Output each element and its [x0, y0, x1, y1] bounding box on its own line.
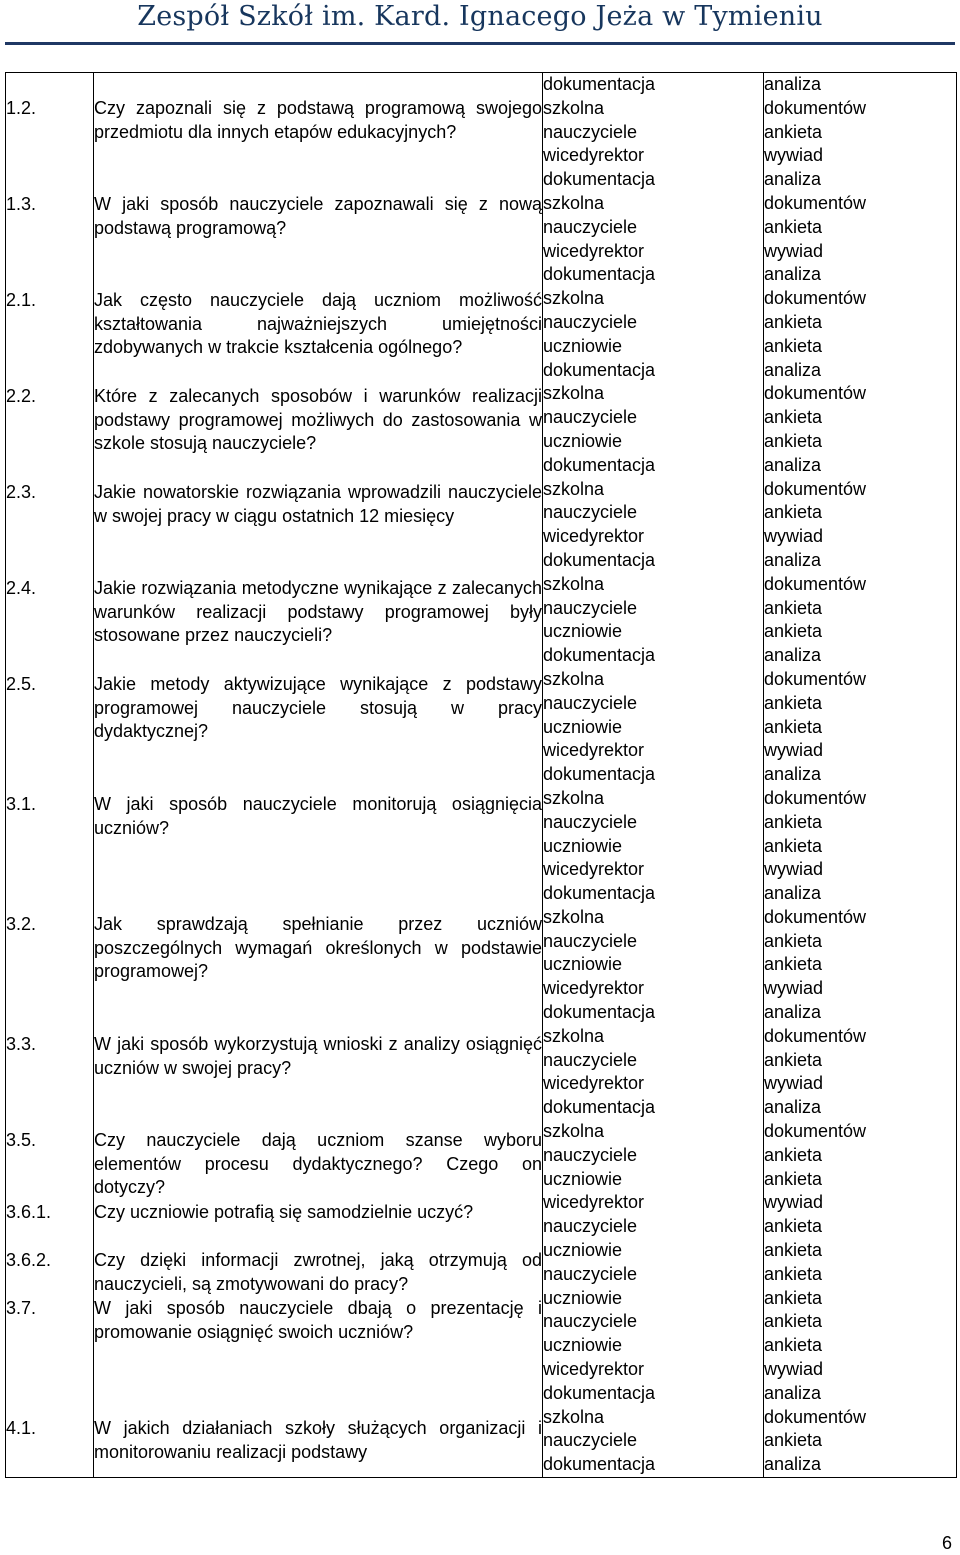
source-entry: wicedyrektor	[543, 978, 645, 999]
source-entry: dokumentacja	[543, 645, 656, 666]
source-entry: dokumentacja	[543, 1454, 656, 1475]
method-entry: ankieta	[764, 1168, 823, 1189]
source-entry: dokumentacja	[543, 359, 656, 380]
question-text: W jakich działaniach szkoły służących organizacji i monitorowaniu realizacji podstawy	[94, 1417, 542, 1462]
method-entry: wywiad	[764, 740, 824, 761]
question-text: Jak sprawdzają spełnianie przez uczniów poszczególnych wymagań określonych w podstawie programowej?	[94, 913, 542, 982]
method-entry: ankieta	[764, 811, 823, 832]
source-entry: dokumentacja	[543, 764, 656, 785]
question-text: Jak często nauczyciele dają uczniom możliwość kształtowania najważniejszych umiejętności zdobywanych w trakcie kształcenia ogólnego?	[94, 289, 542, 358]
method-entry: analiza	[764, 549, 822, 570]
method-entry: dokumentów	[764, 288, 867, 309]
source-entry: dokumentacja	[543, 549, 656, 570]
method-entry: analiza	[764, 1097, 822, 1118]
source-entry: nauczyciele	[543, 1049, 638, 1070]
source-entry: wicedyrektor	[543, 740, 645, 761]
source-entry: uczniowie	[543, 716, 623, 737]
method-entry: dokumentów	[764, 1406, 867, 1427]
method-entry: ankieta	[764, 1049, 823, 1070]
method-entry: dokumentów	[764, 787, 867, 808]
question-number: 2.3.	[6, 481, 37, 502]
source-entry: szkolna	[543, 906, 605, 927]
source-entry: dokumentacja	[543, 1002, 656, 1023]
source-entry: dokumentacja	[543, 1097, 656, 1118]
question-number: 3.5.	[6, 1129, 37, 1150]
source-entry: wicedyrektor	[543, 1359, 645, 1380]
method-entry: analiza	[764, 645, 822, 666]
method-entry: ankieta	[764, 835, 823, 856]
school-name-title: Zespół Szkół im. Kard. Ignacego Jeża w Tymieniu	[137, 1, 823, 32]
page-header	[0, 0, 960, 44]
source-entry: uczniowie	[543, 1287, 623, 1308]
table-row	[6, 73, 957, 1478]
source-entry: uczniowie	[543, 430, 623, 451]
source-entry: wicedyrektor	[543, 1192, 645, 1213]
question-number: 2.1.	[6, 289, 37, 310]
method-entry: analiza	[764, 169, 822, 190]
method-entry: wywiad	[764, 859, 824, 880]
source-entry: uczniowie	[543, 1240, 623, 1261]
method-entry: analiza	[764, 454, 822, 475]
question-text: W jaki sposób nauczyciele monitorują osiągnięcia uczniów?	[94, 793, 542, 838]
question-text-column	[94, 73, 543, 1478]
method-entry: ankieta	[764, 621, 823, 642]
source-entry: nauczyciele	[543, 1144, 638, 1165]
method-entry: analiza	[764, 1454, 822, 1475]
method-entry: ankieta	[764, 502, 823, 523]
method-entry: ankieta	[764, 1144, 823, 1165]
method-entry: ankieta	[764, 407, 823, 428]
method-entry: analiza	[764, 1002, 822, 1023]
source-entry: nauczyciele	[543, 1216, 638, 1237]
source-entry: uczniowie	[543, 954, 623, 975]
source-entry: nauczyciele	[543, 597, 638, 618]
question-number: 3.2.	[6, 913, 37, 934]
source-entry: szkolna	[543, 288, 605, 309]
method-entry: ankieta	[764, 930, 823, 951]
method-entry: dokumentów	[764, 192, 867, 213]
method-entry: ankieta	[764, 1240, 823, 1261]
question-number: 3.1.	[6, 793, 37, 814]
source-entry: nauczyciele	[543, 311, 638, 332]
source-entry: dokumentacja	[543, 454, 656, 475]
method-entry: ankieta	[764, 1430, 823, 1451]
question-number: 1.3.	[6, 193, 37, 214]
method-entry: dokumentów	[764, 1121, 867, 1142]
source-entry: nauczyciele	[543, 216, 638, 237]
source-entry: nauczyciele	[543, 407, 638, 428]
source-entry: szkolna	[543, 478, 605, 499]
question-number: 3.7.	[6, 1297, 37, 1318]
source-entry: wicedyrektor	[543, 526, 645, 547]
method-entry: analiza	[764, 764, 822, 785]
source-entry: szkolna	[543, 383, 605, 404]
source-entry: szkolna	[543, 787, 605, 808]
question-number: 2.2.	[6, 385, 37, 406]
method-entry: ankieta	[764, 1263, 823, 1284]
question-text: W jaki sposób wykorzystują wnioski z analizy osiągnięć uczniów w swojej pracy?	[94, 1033, 542, 1078]
method-entry: ankieta	[764, 430, 823, 451]
information-sources-column	[543, 73, 764, 1478]
method-entry: analiza	[764, 74, 822, 94]
question-number: 1.2.	[6, 97, 37, 118]
source-entry: dokumentacja	[543, 264, 656, 285]
method-entry: dokumentów	[764, 906, 867, 927]
question-text: Jakie rozwiązania metodyczne wynikające z zalecanych warunków realizacji podstawy programowej były stosowane przez nauczycieli?	[94, 577, 542, 646]
question-text: Jakie metody aktywizujące wynikające z podstawy programowej nauczyciele stosują w pracy dydaktycznej?	[94, 673, 542, 742]
question-number: 3.6.1.	[6, 1201, 52, 1222]
source-entry: dokumentacja	[543, 883, 656, 904]
method-entry: ankieta	[764, 597, 823, 618]
source-entry: szkolna	[543, 192, 605, 213]
method-entry: dokumentów	[764, 478, 867, 499]
method-entry: ankieta	[764, 216, 823, 237]
question-text: Czy nauczyciele dają uczniom szanse wyboru elementów procesu dydaktycznego? Czego on dotyczy?	[94, 1129, 542, 1198]
method-entry: dokumentów	[764, 668, 867, 689]
method-entry: analiza	[764, 883, 822, 904]
method-entry: ankieta	[764, 121, 823, 142]
question-text: Które z zalecanych sposobów i warunków realizacji podstawy programowej możliwych do zastosowania w szkole stosują nauczyciele?	[94, 385, 542, 454]
source-entry: nauczyciele	[543, 811, 638, 832]
source-entry: nauczyciele	[543, 1430, 638, 1451]
method-entry: dokumentów	[764, 1025, 867, 1046]
method-entry: wywiad	[764, 526, 824, 547]
question-text: W jaki sposób nauczyciele zapoznawali się z nową podstawą programową?	[94, 193, 542, 238]
method-entry: ankieta	[764, 1311, 823, 1332]
source-entry: uczniowie	[543, 621, 623, 642]
method-entry: wywiad	[764, 978, 824, 999]
question-number: 3.6.2.	[6, 1249, 52, 1270]
method-entry: wywiad	[764, 240, 824, 261]
method-entry: ankieta	[764, 1335, 823, 1356]
question-number: 3.3.	[6, 1033, 37, 1054]
method-entry: dokumentów	[764, 383, 867, 404]
question-text: W jaki sposób nauczyciele dbają o prezentację i promowanie osiągnięć swoich uczniów?	[94, 1297, 542, 1342]
source-entry: szkolna	[543, 668, 605, 689]
source-entry: szkolna	[543, 97, 605, 118]
source-entry: nauczyciele	[543, 1311, 638, 1332]
source-entry: nauczyciele	[543, 502, 638, 523]
method-entry: wywiad	[764, 1192, 824, 1213]
method-entry: ankieta	[764, 1216, 823, 1237]
method-entry: ankieta	[764, 716, 823, 737]
source-entry: uczniowie	[543, 1168, 623, 1189]
question-text: Czy zapoznali się z podstawą programową swojego przedmiotu dla innych etapów edukacyjnych?	[94, 97, 542, 142]
research-methods-column	[764, 73, 957, 1478]
source-entry: wicedyrektor	[543, 1073, 645, 1094]
method-entry: analiza	[764, 264, 822, 285]
method-entry: analiza	[764, 359, 822, 380]
question-text: Czy dzięki informacji zwrotnej, jaką otrzymują od nauczycieli, są zmotywowani do pracy?	[94, 1249, 542, 1294]
question-number: 2.4.	[6, 577, 37, 598]
source-entry: nauczyciele	[543, 1263, 638, 1284]
source-entry: nauczyciele	[543, 692, 638, 713]
method-entry: wywiad	[764, 1359, 824, 1380]
source-entry: uczniowie	[543, 835, 623, 856]
page-number: 6	[941, 1533, 952, 1553]
method-entry: dokumentów	[764, 573, 867, 594]
source-entry: uczniowie	[543, 1335, 623, 1356]
method-entry: dokumentów	[764, 97, 867, 118]
source-entry: wicedyrektor	[543, 145, 645, 166]
question-number-column	[6, 73, 94, 1478]
method-entry: ankieta	[764, 335, 823, 356]
source-entry: szkolna	[543, 1406, 605, 1427]
evaluation-questions-table	[5, 72, 957, 1478]
source-entry: szkolna	[543, 1025, 605, 1046]
source-entry: dokumentacja	[543, 169, 656, 190]
method-entry: ankieta	[764, 311, 823, 332]
source-entry: szkolna	[543, 573, 605, 594]
method-entry: analiza	[764, 1382, 822, 1403]
method-entry: wywiad	[764, 1073, 824, 1094]
question-number: 4.1.	[6, 1417, 37, 1438]
source-entry: dokumentacja	[543, 74, 656, 94]
question-text: Czy uczniowie potrafią się samodzielnie uczyć?	[94, 1201, 474, 1222]
method-entry: ankieta	[764, 692, 823, 713]
source-entry: wicedyrektor	[543, 859, 645, 880]
source-entry: uczniowie	[543, 335, 623, 356]
source-entry: wicedyrektor	[543, 240, 645, 261]
method-entry: ankieta	[764, 954, 823, 975]
source-entry: nauczyciele	[543, 930, 638, 951]
source-entry: szkolna	[543, 1121, 605, 1142]
header-divider	[5, 42, 955, 45]
question-number: 2.5.	[6, 673, 37, 694]
method-entry: wywiad	[764, 145, 824, 166]
source-entry: nauczyciele	[543, 121, 638, 142]
source-entry: dokumentacja	[543, 1382, 656, 1403]
question-text: Jakie nowatorskie rozwiązania wprowadzili nauczyciele w swojej pracy w ciągu ostatnich 12 miesięcy	[94, 481, 542, 526]
method-entry: ankieta	[764, 1287, 823, 1308]
